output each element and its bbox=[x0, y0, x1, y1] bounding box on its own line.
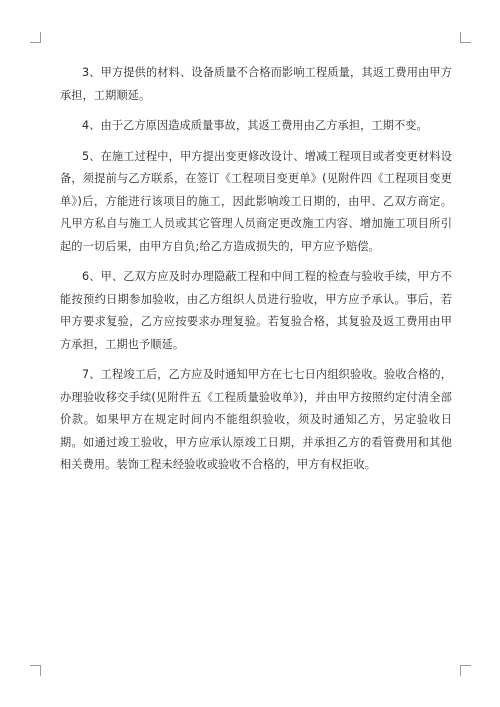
crop-mark-top-left bbox=[30, 32, 41, 43]
crop-mark-bottom-right bbox=[460, 665, 471, 676]
clause-5-paragraph: 5、在施工过程中，甲方提出变更修改设计、增减工程项目或者变更材料设备，须提前与乙方联系，在签订《工程项目变更单》(见附件四《工程项目变更单》)后，方能进行该项目的施工，因此影响竣工日期的，由甲、乙双方商定。凡甲方私自与施工人员或其它管理人员商定更改施工内容、增加施工项目所引起的一切后果，由甲方自负;给乙方造成损失的，甲方应予赔偿。 bbox=[60, 149, 452, 253]
clause-3-paragraph: 3、甲方提供的材料、设备质量不合格而影响工程质量，其返工费用由甲方承担，工期顺延。 bbox=[60, 66, 452, 102]
crop-mark-top-right bbox=[460, 32, 471, 43]
clause-6-paragraph: 6、甲、乙双方应及时办理隐蔽工程和中间工程的检查与验收手续，甲方不能按预约日期参加验收，由乙方组织人员进行验收，甲方应予承认。事后，若甲方要求复验，乙方应按要求办理复验。若复验合格，其复验及返工费用由甲方承担，工期也予顺延。 bbox=[60, 270, 452, 351]
clause-7-paragraph: 7、工程竣工后，乙方应及时通知甲方在七七日内组织验收。验收合格的，办理验收移交手续(见附件五《工程质量验收单》)，并由甲方按照约定付清全部价款。如果甲方在规定时间内不能组织验收，须及时通知乙方，另定验收日期。如通过竣工验收，甲方应承认原竣工日期，并承担乙方的看管费用和其他相关费用。装饰工程未经验收或验收不合格的，甲方有权拒收。 bbox=[60, 368, 452, 471]
document-body bbox=[60, 62, 452, 485]
crop-mark-bottom-left bbox=[30, 665, 41, 676]
clause-4-paragraph: 4、由于乙方原因造成质量事故，其返工费用由乙方承担，工期不变。 bbox=[82, 119, 428, 132]
